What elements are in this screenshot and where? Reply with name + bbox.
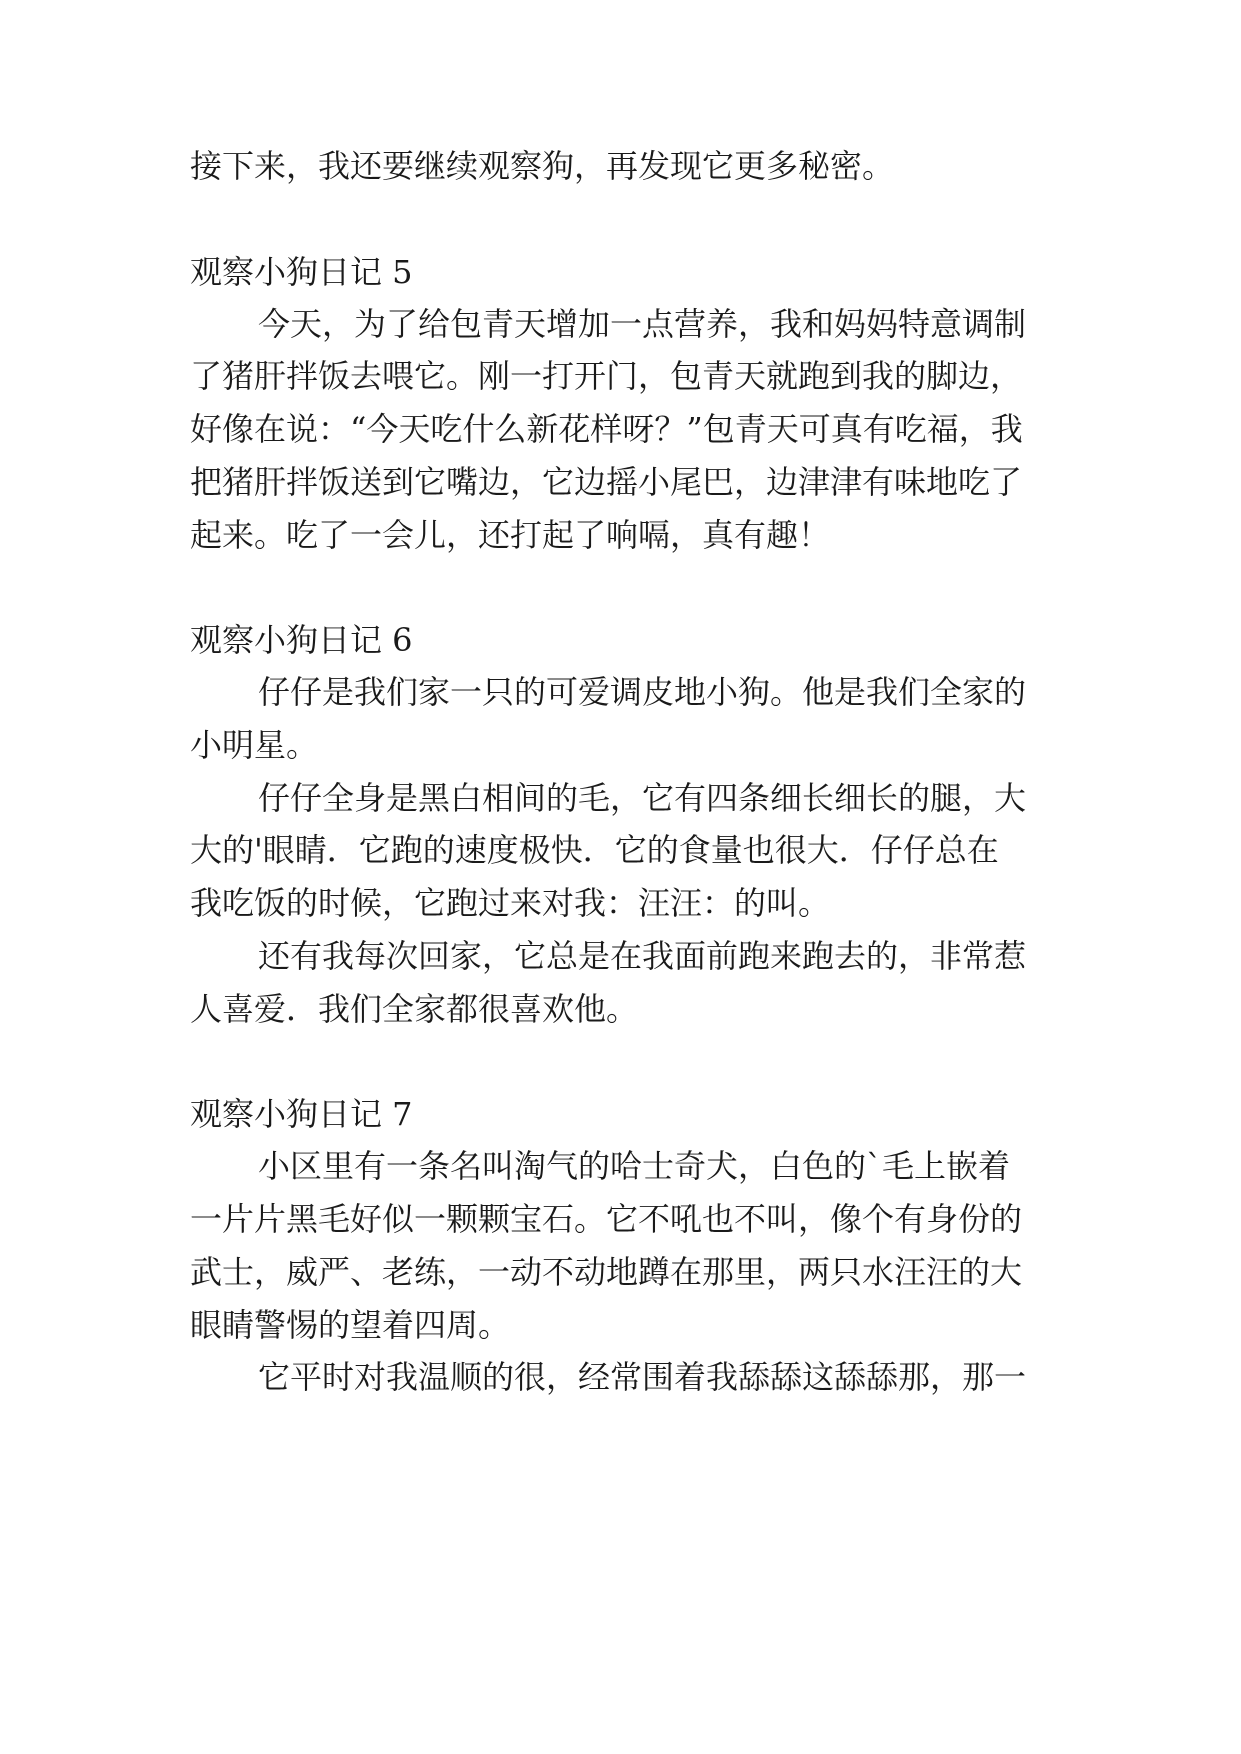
diary-5-title: 观察小狗日记 5 <box>190 253 413 291</box>
diary-6-title: 观察小狗日记 6 <box>190 621 413 659</box>
diary-6-line: 仔仔是我们家一只的可爱调皮地小狗。他是我们全家的 <box>258 673 1027 711</box>
intro-line: 接下来，我还要继续观察狗，再发现它更多秘密。 <box>190 147 895 185</box>
diary-7-line: 武士，威严、老练，一动不动地蹲在那里，两只水汪汪的大 <box>190 1253 1023 1291</box>
diary-6-line: 还有我每次回家，它总是在我面前跑来跑去的，非常惹 <box>258 937 1027 975</box>
diary-5-line: 了猪肝拌饭去喂它。刚一打开门，包青天就跑到我的脚边， <box>190 357 1023 395</box>
diary-6-line: 我吃饭的时候，它跑过来对我：汪汪：的叫。 <box>190 884 831 922</box>
diary-7-line: 小区里有一条名叫淘气的哈士奇犬，白色的`毛上嵌着 <box>258 1147 1011 1185</box>
diary-7-line: 一片片黑毛好似一颗颗宝石。它不吼也不叫，像个有身份的 <box>190 1200 1023 1238</box>
diary-6-line: 仔仔全身是黑白相间的毛，它有四条细长细长的腿，大 <box>258 779 1027 817</box>
diary-6-line: 大的'眼睛．它跑的速度极快．它的食量也很大．仔仔总在 <box>190 831 999 869</box>
diary-5-line: 把猪肝拌饭送到它嘴边，它边摇小尾巴，边津津有味地吃了 <box>190 463 1023 501</box>
diary-7-line: 它平时对我温顺的很，经常围着我舔舔这舔舔那，那一 <box>258 1358 1027 1396</box>
diary-6-line: 人喜爱．我们全家都很喜欢他。 <box>190 990 639 1028</box>
diary-7-line: 眼睛警惕的望着四周。 <box>190 1306 511 1344</box>
diary-5-line: 今天，为了给包青天增加一点营养，我和妈妈特意调制 <box>258 305 1027 343</box>
diary-6-line: 小明星。 <box>190 726 319 764</box>
diary-5-line: 起来。吃了一会儿，还打起了响嗝，真有趣！ <box>190 516 831 554</box>
diary-7-title: 观察小狗日记 7 <box>190 1095 413 1133</box>
diary-5-line: 好像在说：“今天吃什么新花样呀？”包青天可真有吃福，我 <box>190 410 1023 448</box>
